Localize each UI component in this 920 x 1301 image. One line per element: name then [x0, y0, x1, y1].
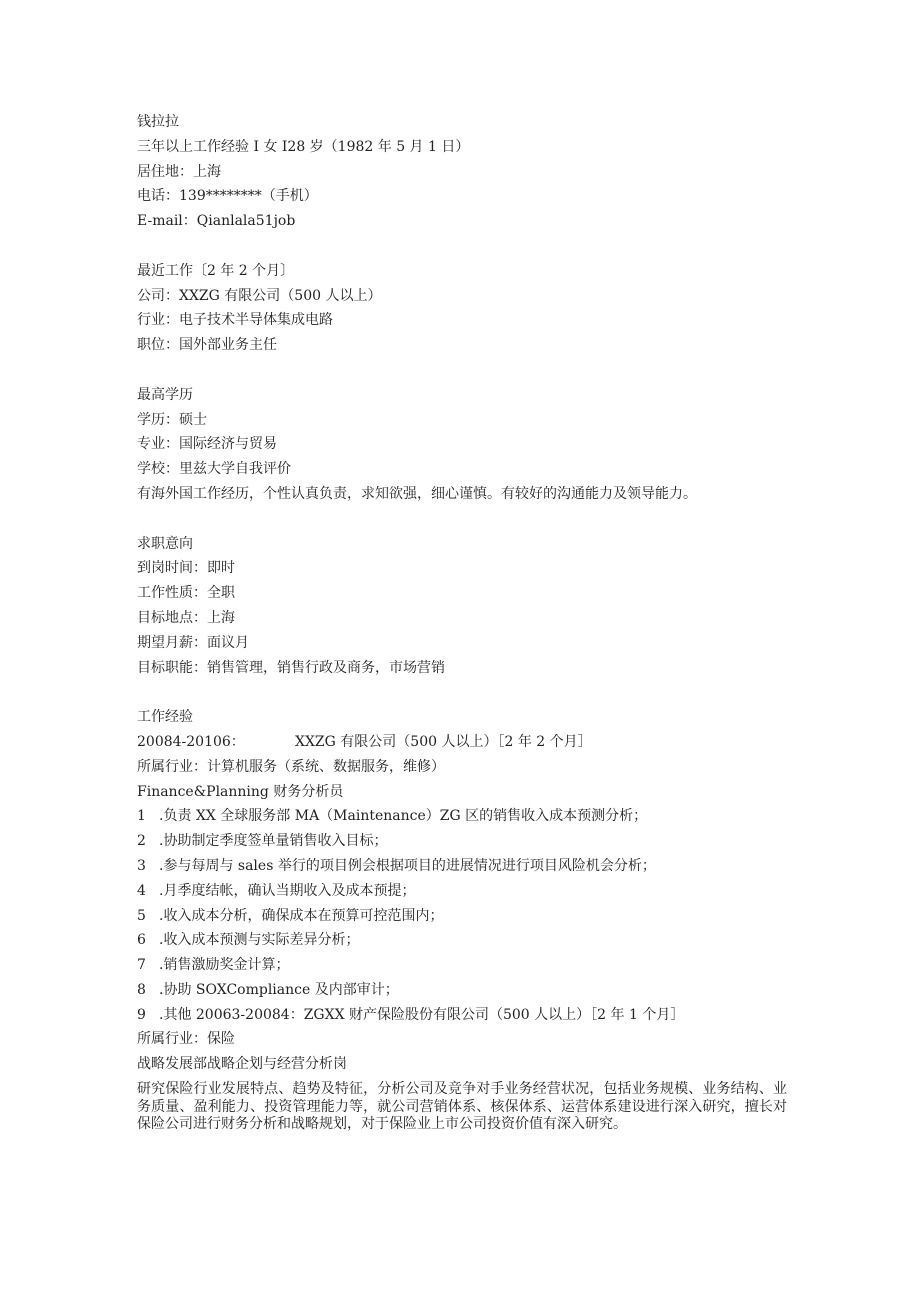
job1-header [137, 730, 787, 755]
arrival-time: 到岗时间：即时 [137, 560, 235, 577]
duty-text: .负责 XX 全球服务部 MA（Maintenance）ZG 区的销售收入成本预测分析； [159, 808, 648, 825]
job1-industry: 所属行业：计算机服务（系统、数据服务，维修） [137, 758, 445, 775]
duty-item [137, 953, 787, 978]
duty-item [137, 1003, 787, 1028]
duty-text: .参与每周与 sales 举行的项目例会根据项目的进展情况进行项目风险机会分析； [159, 857, 656, 874]
resume-document [137, 110, 787, 1134]
duty-text: .收入成本预测与实际差异分析； [159, 932, 360, 949]
duty-text: .销售激励奖金计算； [159, 957, 290, 974]
duty-item [137, 928, 787, 953]
duty-item [137, 879, 787, 904]
duty-text: .其他 20063-20084：ZGXX 财产保险股份有限公司（500 人以上）［2 年 1 个月］ [159, 1006, 685, 1023]
duty-text: .收入成本分析，确保成本在预算可控范围内； [159, 907, 444, 924]
duty-item [137, 978, 787, 1003]
education-heading: 最高学历 [137, 386, 193, 403]
recent-industry: 行业：电子技术半导体集成电路 [137, 312, 333, 329]
duty-number: 9 [137, 1006, 146, 1023]
self-evaluation: 有海外国工作经历，个性认真负责，求知欲强，细心谨慎。有较好的沟通能力及领导能力。 [137, 485, 697, 502]
degree: 学历：硕士 [137, 411, 207, 428]
recent-work-heading: 最近工作〔2 年 2 个月〕 [137, 262, 295, 279]
job2-description: 研究保险行业发展特点、趋势及特征，分析公司及竞争对手业务经营状况，包括业务规模、业务结构、业务质量、盈利能力、投资管理能力等，就公司营销体系、核保体系、运营体系建设进行深入研究，擅长对保险公司进行财务分析和战略规划，对于保险业上市公司投资价值有深入研究。 [137, 1081, 787, 1133]
duty-item [137, 854, 787, 879]
recent-company: 公司：XXZG 有限公司（500 人以上） [137, 287, 382, 304]
spacer [137, 234, 787, 259]
duty-text: .月季度结帐，确认当期收入及成本预提； [159, 882, 416, 899]
duty-item [137, 829, 787, 854]
job2-industry: 所属行业：保险 [137, 1031, 235, 1048]
residence: 居住地：上海 [137, 163, 221, 180]
profile-summary: 三年以上工作经验 I 女 I28 岁（1982 年 5 月 1 日） [137, 138, 470, 155]
email: E-mail：Qianlala51job [137, 213, 296, 230]
job-nature: 工作性质：全职 [137, 585, 235, 602]
recent-position: 职位：国外部业务主任 [137, 337, 277, 354]
duty-number: 3 [137, 857, 146, 874]
duty-number: 8 [137, 981, 146, 998]
job1-period: 20084-20106： [137, 733, 245, 750]
duty-number: 4 [137, 882, 146, 899]
job-intention-heading: 求职意向 [137, 535, 193, 552]
spacer [137, 680, 787, 705]
school: 学校：里兹大学自我评价 [137, 461, 291, 478]
major: 专业：国际经济与贸易 [137, 436, 277, 453]
duty-item [137, 804, 787, 829]
job1-role: Finance&Planning 财务分析员 [137, 783, 344, 800]
duty-number: 2 [137, 833, 146, 850]
phone: 电话：139********（手机） [137, 188, 318, 205]
target-functions: 目标职能：销售管理，销售行政及商务，市场营销 [137, 659, 445, 676]
target-location: 目标地点：上海 [137, 609, 235, 626]
duty-number: 1 [137, 808, 146, 825]
job1-company: XXZG 有限公司（500 人以上）［2 年 2 个月］ [295, 733, 592, 750]
spacer [137, 507, 787, 532]
duty-text: .协助制定季度签单量销售收入目标； [159, 833, 388, 850]
experience-heading: 工作经验 [137, 709, 193, 726]
duty-text: .协助 SOXCompliance 及内部审计； [159, 981, 399, 998]
spacer [137, 358, 787, 383]
name: 钱拉拉 [137, 114, 179, 130]
duty-number: 7 [137, 957, 146, 974]
duty-number: 6 [137, 932, 146, 949]
duty-number: 5 [137, 907, 146, 924]
job2-role: 战略发展部战略企划与经营分析岗 [137, 1056, 347, 1073]
duty-item [137, 904, 787, 929]
expected-salary: 期望月薪：面议月 [137, 634, 249, 651]
